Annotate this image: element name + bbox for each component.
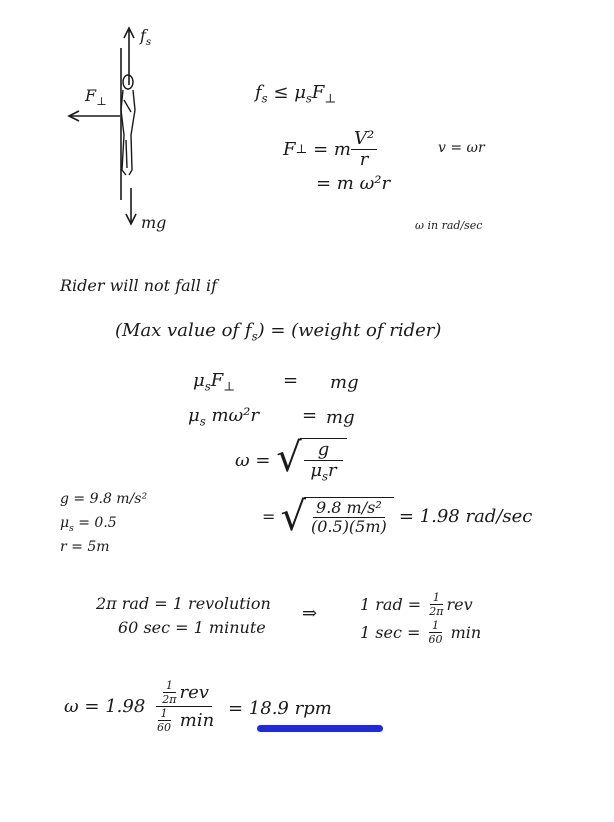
final-result: = 18.9 rpm bbox=[228, 698, 332, 719]
given-gravity: g = 9.8 m/s² bbox=[60, 491, 148, 507]
equation-2-equals: = bbox=[302, 405, 318, 426]
normal-force-omega: = m ω²r bbox=[316, 173, 391, 194]
rider-figure bbox=[121, 75, 135, 175]
equation-2-rhs: mg bbox=[326, 407, 355, 428]
label-weight: mg bbox=[141, 213, 167, 232]
given-radius: r = 5m bbox=[60, 539, 110, 555]
given-mu: $\mu_s = 0.5$ bbox=[60, 515, 117, 534]
sec-to-min: 1 sec = $\frac{1}{60}$ min bbox=[360, 619, 482, 646]
condition-statement: (Max value of $f_s$) = (weight of rider) bbox=[115, 320, 442, 344]
condition-heading: Rider will not fall if bbox=[60, 276, 218, 295]
normal-force-equation: F ⊥ = m $\frac{\text{V²}}{r}$ bbox=[283, 130, 377, 169]
omega-formula: ω = √ $\frac{g}{\mu_sr}$ bbox=[235, 438, 347, 483]
omega-calculation: = √ $\frac{\text{9.8 m/s²}}{(0.5)(5m)}$ = 1.98 rad/sec bbox=[262, 494, 533, 540]
rad-to-rev: 1 rad = $\frac{1}{2\pi}$ rev bbox=[360, 591, 473, 618]
equation-2-lhs: $\mu_s$ mω²r bbox=[188, 405, 260, 429]
friction-inequality: $f_s \le \mu_sF_\perp$ bbox=[255, 82, 337, 106]
equation-1-equals: = bbox=[283, 370, 299, 391]
result-underline bbox=[257, 725, 383, 732]
omega-units-note: ω in rad/sec bbox=[415, 219, 483, 232]
equation-1-rhs: mg bbox=[330, 372, 359, 393]
label-normal-force: $F_\perp$ bbox=[85, 86, 107, 109]
implies-arrow: ⇒ bbox=[302, 603, 318, 624]
label-friction: $f_s$ bbox=[140, 26, 152, 49]
equation-1-lhs: $\mu_sF_\perp$ bbox=[193, 370, 236, 394]
final-conversion: ω = 1.98 $\frac{1}{2\pi}$ rev $\frac{1}{60}$ min bbox=[64, 679, 215, 734]
velocity-definition: v = ωr bbox=[438, 140, 485, 156]
conversion-radians: 2π rad = 1 revolution bbox=[96, 594, 271, 613]
conversion-seconds: 60 sec = 1 minute bbox=[118, 618, 266, 637]
